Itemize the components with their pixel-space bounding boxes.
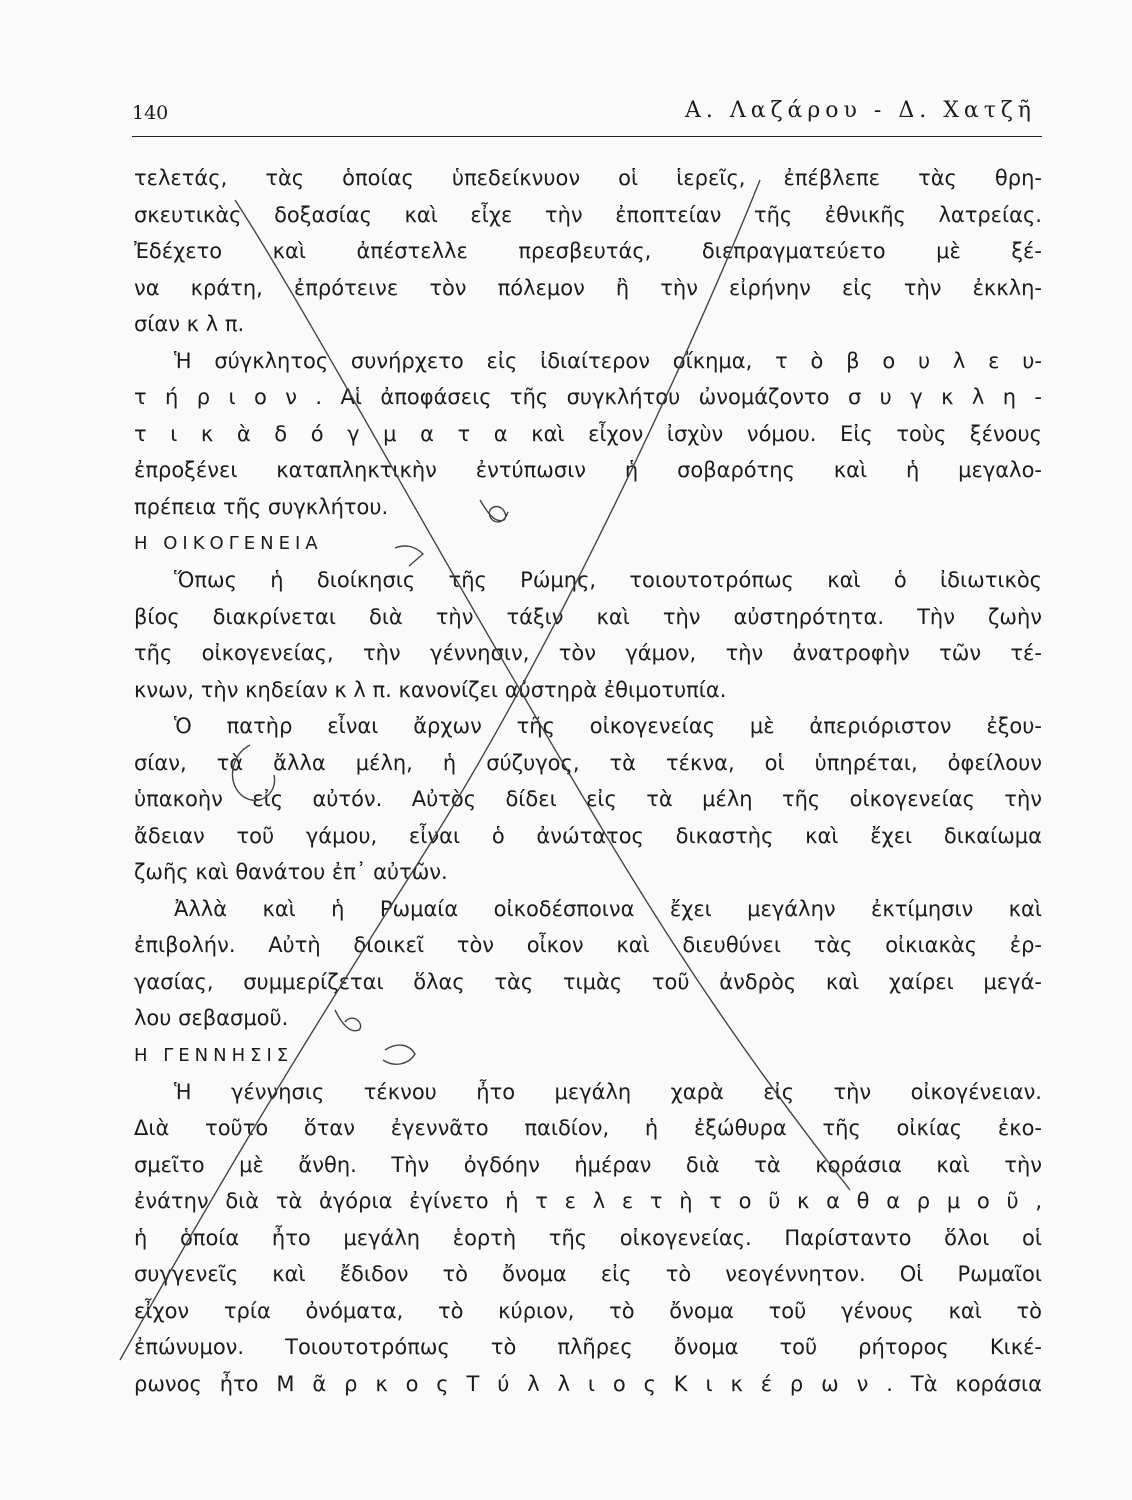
text-line: σμεῖτο μὲ ἄνθη. Τὴν ὀγδόην ἡμέραν διὰ τὰ κοράσια καὶ τὴν — [134, 1152, 1042, 1177]
text-line: πρέπεια τῆς συγκλήτου. — [134, 494, 389, 519]
text-line: ἐπώνυμον. Τοιουτοτρόπως τὸ πλῆρες ὄνομα τοῦ ρήτορος Κικέ- — [134, 1335, 1042, 1359]
running-head: Α. Λαζάρου - Δ. Χατζῆ — [684, 98, 1036, 123]
text-line: ἐπροξένει καταπληκτικὴν ἐντύπωσιν ἡ σοβαρότης καὶ ἡ μεγαλο- — [134, 458, 1042, 482]
text-line: Ἀλλὰ καὶ ἡ Ρωμαία οἰκοδέσποινα ἔχει μεγάλην ἐκτίμησιν καὶ — [174, 896, 1042, 921]
text-line: Διὰ τοῦτο ὅταν ἐγεννᾶτο παιδίον, ἡ ἐξώθυρα τῆς οἰκίας ἐκο- — [134, 1116, 1042, 1140]
text-line: κνων, τὴν κηδείαν κ λ π. κανονίζει αὐστηρὰ ἐθιμοτυπία. — [134, 677, 727, 702]
text-line: ζωῆς καὶ θανάτου ἐπ᾽ αὐτῶν. — [134, 860, 448, 884]
text-line: συγγενεῖς καὶ ἔδιδον τὸ ὄνομα εἰς τὸ νεογέννητον. Οἱ Ρωμαῖοι — [134, 1262, 1042, 1286]
text-line: σίαν, τὰ ἄλλα μέλη, ἡ σύζυγος, τὰ τέκνα, οἱ ὑπηρέται, ὀφείλουν — [134, 750, 1042, 775]
page-header — [132, 96, 1042, 137]
text-line: σκευτικὰς δοξασίας καὶ εἶχε τὴν ἐποπτείαν τῆς ἐθνικῆς λατρείας. — [134, 202, 1042, 227]
text-line: Ἐδέχετο καὶ ἀπέστελλε πρεσβευτάς, διεπραγματεύετο μὲ ξέ- — [134, 239, 1042, 263]
text-line: λου σεβασμοῦ. — [134, 1006, 289, 1030]
paragraph — [134, 1074, 1042, 1403]
text-line: Ὁ πατὴρ εἶναι ἄρχων τῆς οἰκογενείας μὲ ἀπεριόριστον ἐξου- — [174, 714, 1042, 738]
text-line: σίαν κ λ π. — [134, 312, 245, 336]
text-line: εἶχον τρία ὀνόματα, τὸ κύριον, τὸ ὄνομα τοῦ γένους καὶ τὸ — [134, 1298, 1042, 1323]
text-line: Ὅπως ἡ διοίκησις τῆς Ρώμης, τοιουτοτρόπως καὶ ὁ ἰδιωτικὸς — [174, 568, 1042, 592]
text-line: τ ή ρ ι ο ν . Αἱ ἀποφάσεις τῆς συγκλήτου ὠνομάζοντο σ υ γ κ λ η - — [134, 385, 1042, 409]
body-text — [134, 160, 1042, 1402]
text-line: τ ι κ ὰ δ ό γ μ α τ α καὶ εἶχον ἰσχὺν νόμου. Εἰς τοὺς ξένους — [134, 421, 1042, 446]
paragraph — [134, 708, 1042, 891]
text-line: γασίας, συμμερίζεται ὅλας τὰς τιμὰς τοῦ ἀνδρὸς καὶ χαίρει μεγά- — [134, 969, 1042, 994]
text-line: ὑπακοὴν εἰς αὐτόν. Αὐτὸς δίδει εἰς τὰ μέλη τῆς οἰκογενείας τὴν — [134, 787, 1042, 811]
text-line: βίος διακρίνεται διὰ τὴν τάξιν καὶ τὴν αὐστηρότητα. Τὴν ζωὴν — [134, 604, 1042, 629]
text-line: να κράτη, ἐπρότεινε τὸν πόλεμον ἢ τὴν εἰρήνην εἰς τὴν ἐκκλη- — [134, 275, 1042, 300]
paragraph — [134, 343, 1042, 526]
text-line: τελετάς, τὰς ὁποίας ὑπεδείκνυον οἱ ἱερεῖς, ἐπέβλεπε τὰς θρη- — [134, 166, 1042, 190]
text-line: ἄδειαν τοῦ γάμου, εἶναι ὁ ἀνώτατος δικαστὴς καὶ ἔχει δικαίωμα — [134, 823, 1042, 848]
paragraph — [134, 891, 1042, 1037]
text-line: Ἡ γέννησις τέκνου ἦτο μεγάλη χαρὰ εἰς τὴν οἰκογένειαν. — [174, 1079, 1042, 1104]
page-number: 140 — [132, 102, 169, 124]
section-heading: Η ΟΙΚΟΓΕΝΕΙΑ — [134, 533, 323, 554]
section-heading: Η ΓΕΝΝΗΣΙΣ — [134, 1044, 294, 1066]
paragraph — [134, 160, 1042, 343]
text-line: ρωνος ἦτο Μ ᾶ ρ κ ο ς Τ ύ λ λ ι ο ς Κ ι κ έ ρ ω ν . Τὰ κοράσια — [134, 1371, 1042, 1396]
text-line: ἡ ὁποία ἦτο μεγάλη ἑορτὴ τῆς οἰκογενείας. Παρίσταντο ὅλοι οἱ — [134, 1225, 1042, 1250]
text-line: ἐπιβολήν. Αὐτὴ διοικεῖ τὸν οἶκον καὶ διευθύνει τὰς οἰκιακὰς ἐρ- — [134, 933, 1042, 957]
text-line: ἐνάτην διὰ τὰ ἀγόρια ἐγίνετο ἡ τ ε λ ε τ ὴ τ ο ῦ κ α θ α ρ μ ο ῦ , — [134, 1189, 1042, 1213]
text-line: τῆς οἰκογενείας, τὴν γέννησιν, τὸν γάμον, τὴν ἀνατροφὴν τῶν τέ- — [134, 641, 1042, 665]
text-line: Ἡ σύγκλητος συνήρχετο εἰς ἰδιαίτερον οἴκημα, τ ὸ β ο υ λ ε υ- — [174, 348, 1042, 373]
paragraph — [134, 562, 1042, 708]
